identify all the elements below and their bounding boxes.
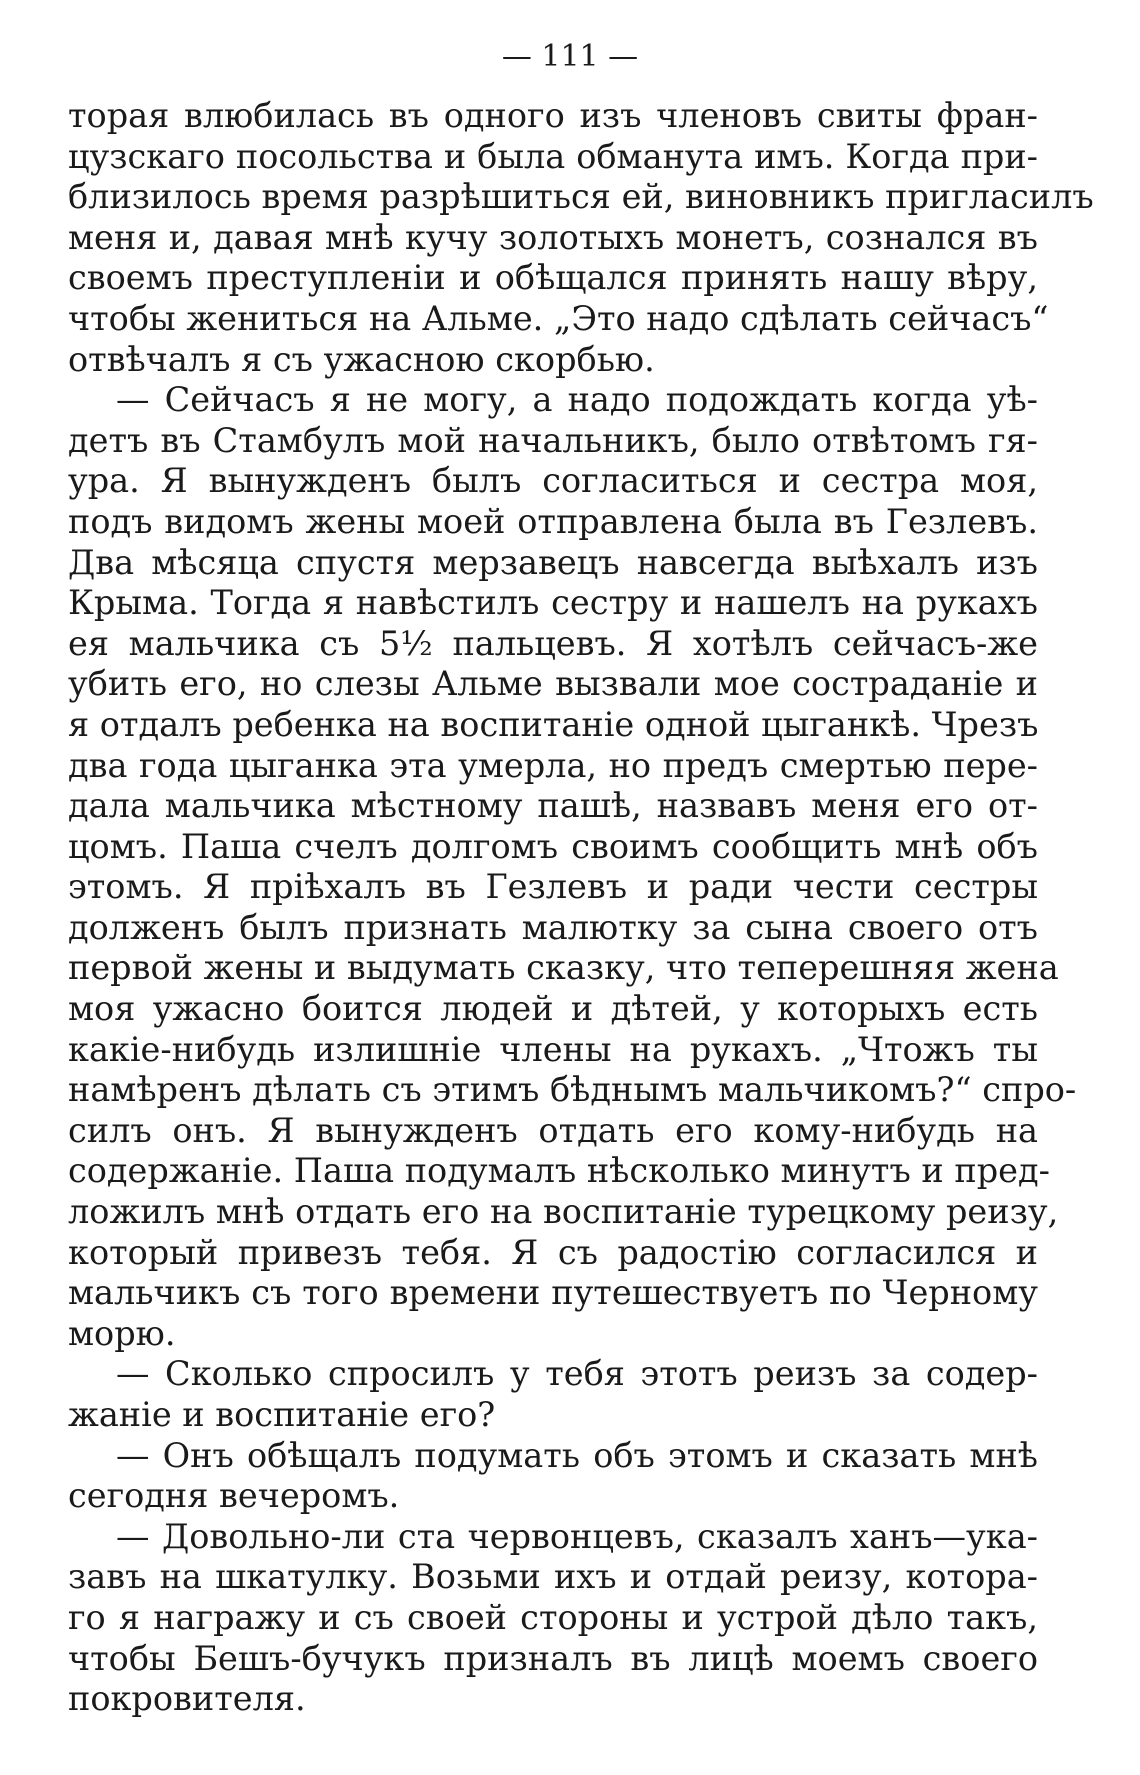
text-line: Крыма. Тогда я навѣстилъ сестру и нашелъ на рукахъ [68, 583, 1038, 623]
text-line: моя ужасно боится людей и дѣтей, у которыхъ есть [68, 989, 1038, 1029]
text-line: убить его, но слезы Альме вызвали мое состраданіе и [68, 664, 1038, 704]
text-line: отвѣчалъ я съ ужасною скорбью. [68, 339, 655, 379]
text-line: первой жены и выдумать сказку, что теперешняя жена [68, 948, 1059, 988]
body-text [68, 96, 1094, 1720]
text-line: чтобы Бешъ-бучукъ призналъ въ лицѣ моемъ своего [68, 1638, 1038, 1678]
text-line: долженъ былъ признать малютку за сына своего отъ [68, 907, 1038, 947]
text-line: два года цыганка эта умерла, но предъ смертью пере- [68, 745, 1038, 785]
text-line: мальчикъ съ того времени путешествуетъ по Черному [68, 1273, 1038, 1313]
text-line: ура. Я вынужденъ былъ согласиться и сестра моя, [68, 461, 1038, 501]
text-line: ложилъ мнѣ отдать его на воспитаніе турецкому реизу, [68, 1192, 1059, 1232]
text-line: я отдалъ ребенка на воспитаніе одной цыганкѣ. Чрезъ [68, 704, 1039, 744]
text-line: детъ въ Стамбулъ мой начальникъ, было отвѣтомъ гя- [68, 420, 1038, 460]
text-line: намѣренъ дѣлать съ этимъ бѣднымъ мальчикомъ?“ спро- [68, 1070, 1077, 1110]
text-line: который привезъ тебя. Я съ радостію согласился и [68, 1232, 1038, 1272]
text-line: чтобы жениться на Альме. „Это надо сдѣлать сейчасъ“ [68, 298, 1049, 338]
text-line: — Довольно-ли ста червонцевъ, сказалъ ханъ—ука- [116, 1516, 1038, 1556]
text-line: торая влюбилась въ одного изъ членовъ свиты фран- [68, 96, 1038, 135]
text-line: содержаніе. Паша подумалъ нѣсколько минутъ и пред- [68, 1151, 1050, 1191]
text-line: цузскаго посольства и была обманута имъ. Когда при- [68, 136, 1038, 176]
text-line: го я награжу и съ своей стороны и устрой дѣло такъ, [68, 1597, 1038, 1637]
text-line: — Сейчасъ я не могу, а надо подождать когда уѣ- [116, 380, 1038, 420]
text-line: какіе-нибудь излишніе члены на рукахъ. „Чтожъ ты [68, 1029, 1038, 1069]
text-line: — Сколько спросилъ у тебя этотъ реизъ за содер- [116, 1354, 1038, 1394]
text-line: подъ видомъ жены моей отправлена была въ Гезлевъ. [68, 501, 1038, 541]
text-line: меня и, давая мнѣ кучу золотыхъ монетъ, сознался въ [68, 217, 1038, 257]
text-line: близилось время разрѣшиться ей, виновникъ пригласилъ [68, 177, 1094, 217]
text-line: дала мальчика мѣстному пашѣ, назвавъ меня его от- [68, 786, 1038, 826]
text-line: — Онъ обѣщалъ подумать объ этомъ и сказать мнѣ [116, 1435, 1038, 1475]
text-line: Два мѣсяца спустя мерзавецъ навсегда выѣхалъ изъ [68, 542, 1038, 582]
text-line: ея мальчика съ 5½ пальцевъ. Я хотѣлъ сейчасъ-же [68, 623, 1038, 663]
text-line: цомъ. Паша счелъ долгомъ своимъ сообщить мнѣ объ [68, 826, 1038, 866]
text-line: силъ онъ. Я вынужденъ отдать его кому-нибудь на [68, 1110, 1038, 1150]
text-line: этомъ. Я пріѣхалъ въ Гезлевъ и ради чести сестры [68, 867, 1038, 907]
page-number: — 111 — [501, 39, 639, 74]
text-line: завъ на шкатулку. Возьми ихъ и отдай реизу, котора- [68, 1557, 1038, 1597]
text-line: жаніе и воспитаніе его? [68, 1395, 496, 1434]
text-line: морю. [68, 1313, 176, 1353]
text-line: сегодня вечеромъ. [68, 1476, 400, 1516]
text-line: покровителя. [68, 1679, 306, 1719]
text-line: своемъ преступленіи и обѣщался принять нашу вѣру, [68, 258, 1038, 298]
